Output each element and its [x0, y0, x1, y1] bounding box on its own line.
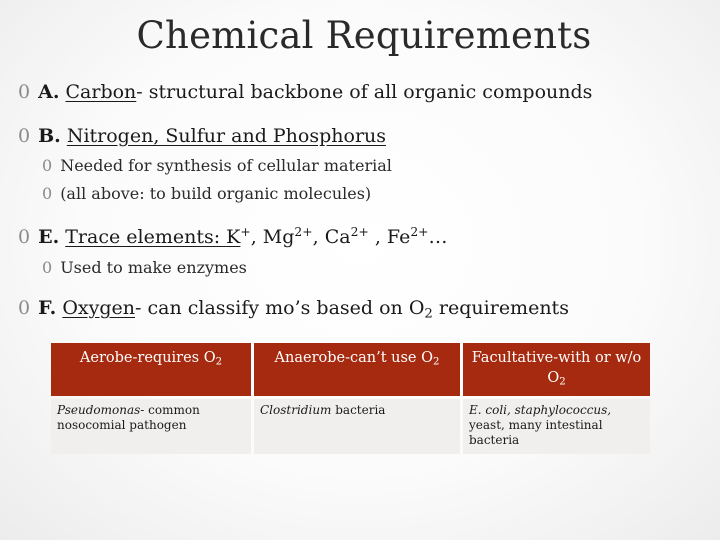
- table-header-cell: [254, 343, 460, 396]
- table-cell: [51, 399, 251, 454]
- table-header-row: [51, 343, 650, 396]
- sub-bullet: [42, 156, 392, 175]
- bullet-term: Oxygen: [62, 297, 136, 319]
- header-text: Facultative-with or w/o O: [471, 350, 642, 386]
- subscript: 2: [215, 356, 223, 368]
- ion-charge: 2+: [350, 225, 369, 240]
- ellipsis: …: [428, 226, 448, 248]
- organism-name: Pseudomonas: [57, 403, 141, 417]
- bullet-marker: 0: [18, 297, 31, 319]
- bullet-text: requirements: [432, 297, 569, 319]
- ion-k: K: [226, 226, 241, 248]
- subscript: 2: [424, 306, 433, 322]
- cell-text: yeast, many intestinal bacteria: [469, 418, 603, 447]
- table-header-cell: [51, 343, 251, 396]
- ion-charge: +: [240, 225, 251, 240]
- bullet-text: - structural backbone of all organic compounds: [136, 81, 593, 103]
- sub-bullet: [42, 258, 247, 277]
- cell-text: - common nosocomial pathogen: [57, 403, 200, 432]
- bullet-label: B.: [38, 125, 61, 147]
- ion-charge: 2+: [410, 225, 429, 240]
- bullet-marker: 0: [42, 258, 53, 277]
- bullet-marker: 0: [18, 81, 31, 103]
- slide-title: Chemical Requirements: [136, 14, 592, 57]
- bullet-marker: 0: [18, 125, 31, 147]
- subscript: 2: [559, 376, 566, 388]
- header-text: Aerobe-requires O: [79, 350, 216, 366]
- bullet-marker: 0: [42, 156, 53, 175]
- ion-charge: 2+: [294, 225, 313, 240]
- oxygen-requirements-table: [48, 340, 653, 457]
- bullet-nitrogen: [18, 125, 386, 147]
- organism-name: E. coli, staphylococcus,: [469, 403, 612, 417]
- bullet-text: - can classify mo’s based on O: [135, 297, 425, 319]
- bullet-trace-elements: 0 E. Trace elements: K+, $Mg^{2+}$, $Ca^{2+}$ , $Fe^{2+}\dots$: [18, 225, 448, 248]
- organism-name: Clostridium: [260, 403, 332, 417]
- bullet-label: E.: [38, 226, 60, 248]
- sub-bullet-text: Needed for synthesis of cellular material: [60, 156, 392, 175]
- sub-bullet-text: Used to make enzymes: [60, 258, 247, 277]
- table-header-cell: [463, 343, 650, 396]
- ion-ca: Ca: [324, 226, 351, 248]
- ion-mg: Mg: [262, 226, 295, 248]
- bullet-marker: 0: [18, 226, 31, 248]
- bullet-label: A.: [38, 81, 60, 103]
- sub-bullet: [42, 184, 371, 203]
- cell-text: bacteria: [331, 403, 386, 417]
- subscript: 2: [433, 356, 440, 368]
- bullet-term: Trace elements:: [65, 226, 227, 248]
- bullet-marker: 0: [42, 184, 53, 203]
- header-text: Anaerobe-can’t use O: [274, 350, 433, 366]
- sub-bullet-text: (all above: to build organic molecules): [60, 184, 372, 203]
- bullet-term: Nitrogen, Sulfur and Phosphorus: [66, 125, 387, 147]
- table-cell: [254, 399, 460, 454]
- bullet-term: Carbon: [65, 81, 137, 103]
- table-row: [51, 399, 650, 454]
- ion-fe: Fe: [386, 226, 411, 248]
- bullet-label: F.: [38, 297, 57, 319]
- bullet-carbon: [18, 81, 592, 103]
- table-cell: [463, 399, 650, 454]
- bullet-oxygen: [18, 297, 569, 322]
